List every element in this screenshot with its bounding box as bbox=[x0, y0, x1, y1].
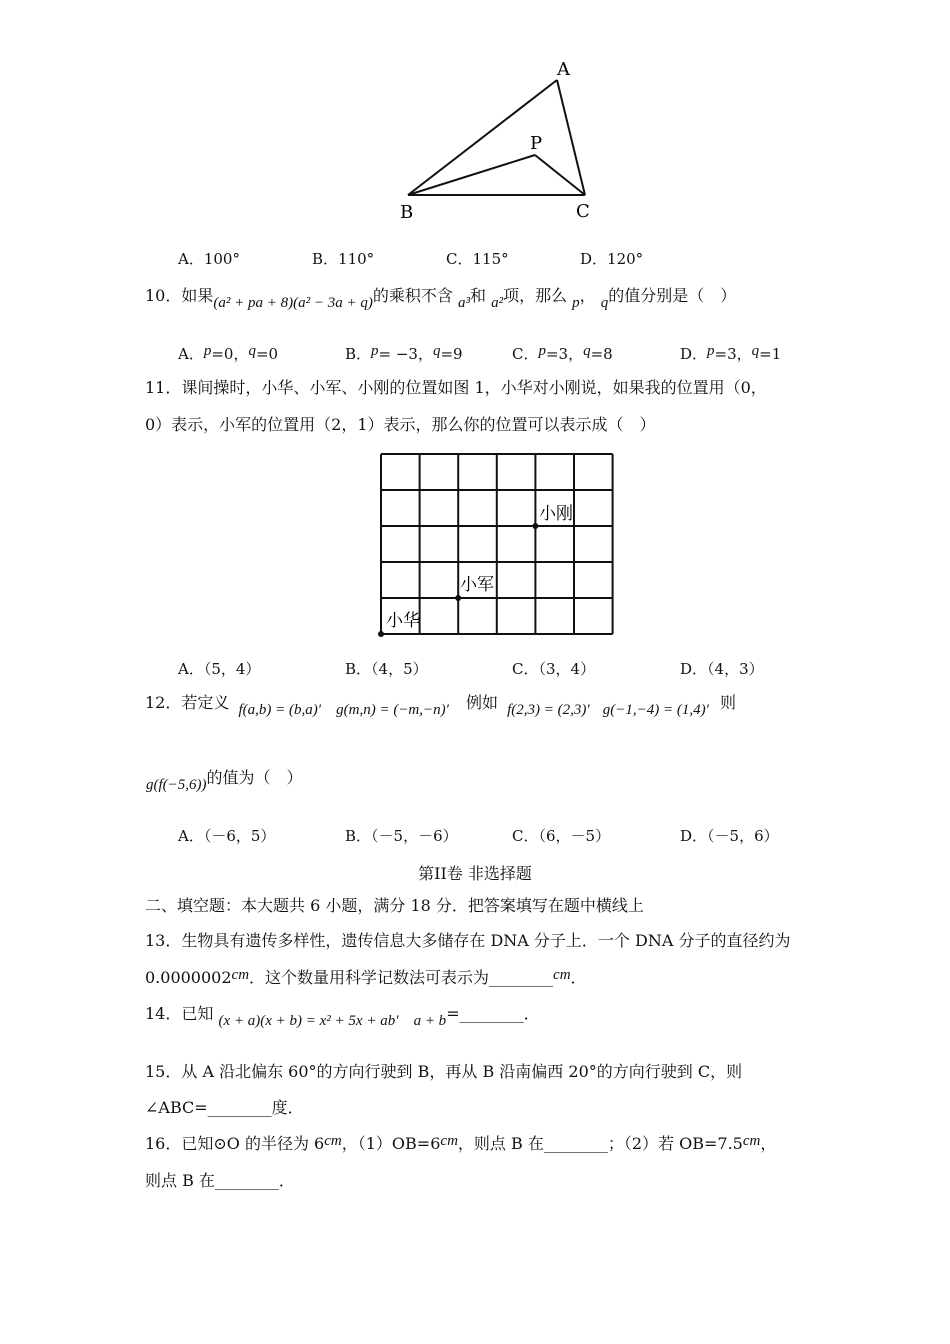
part-2-title: 第II卷 非选择题 bbox=[418, 864, 532, 883]
q11-option-b: B．（4，5） bbox=[345, 660, 428, 678]
grid-point-xiaohua bbox=[378, 631, 384, 637]
position-grid bbox=[376, 449, 614, 641]
q10-he: 和 bbox=[469, 286, 486, 305]
q12-stem bbox=[145, 693, 737, 718]
q10-p: p bbox=[572, 295, 580, 311]
grid-point-xiaojun bbox=[455, 595, 461, 601]
q12-g-example: g(−1,−4) = (1,4)′ bbox=[602, 702, 709, 718]
q14-expression: (x + a)(x + b) = x² + 5x + ab′ bbox=[218, 1013, 399, 1029]
q10-tail: 的值分别是（ ） bbox=[608, 286, 737, 305]
q9-option-d: D．120° bbox=[580, 250, 644, 268]
q12-then: 则 bbox=[720, 693, 737, 712]
q14-stem bbox=[145, 1004, 540, 1029]
q10-number: 10．如果 bbox=[145, 286, 214, 305]
q10-q: q bbox=[600, 295, 609, 311]
q12-number: 12．若定义 bbox=[145, 693, 230, 712]
q9-option-b: B．110° bbox=[312, 250, 375, 268]
label-c: C bbox=[576, 201, 590, 222]
segment-ac bbox=[557, 80, 585, 195]
q14-number: 14．已知 bbox=[145, 1004, 214, 1023]
grid-label-xiaohua: 小华 bbox=[386, 611, 420, 631]
q11-line-1: 11．课间操时，小华、小军、小刚的位置如图 1，小华对小刚说，如果我的位置用（0， bbox=[145, 378, 767, 397]
q9-option-c: C．115° bbox=[446, 250, 509, 268]
q12-g-definition: g(m,n) = (−m,−n)′ bbox=[336, 702, 449, 718]
q9-option-a: A．100° bbox=[178, 250, 240, 268]
q10-option-d: D．p=3，q=1 bbox=[680, 343, 782, 363]
q12-stem-2 bbox=[146, 768, 303, 793]
label-p: P bbox=[530, 133, 543, 154]
q12-option-a: A．（－6，5） bbox=[178, 827, 276, 845]
q10-option-b: B．p= −3，q=9 bbox=[345, 343, 463, 363]
q10-a3: a³ bbox=[457, 295, 470, 311]
q12-expression: g(f(−5,6)) bbox=[146, 777, 207, 793]
q10-option-c: C．p=3，q=8 bbox=[512, 343, 613, 363]
q11-option-a: A．（5，4） bbox=[178, 660, 261, 678]
q12-example-label: 例如 bbox=[466, 693, 499, 712]
q12-option-c: C．（6，－5） bbox=[512, 827, 611, 845]
q11-line-2: 0）表示，小军的位置用（2，1）表示，那么你的位置可以表示成（ ） bbox=[145, 415, 656, 434]
q10-expression: (a² + pa + 8)(a² − 3a + q) bbox=[213, 295, 373, 311]
q10-comma: ， bbox=[579, 286, 596, 305]
q13-line-2: 0.0000002cm．这个数量用科学记数法可表示为________cm． bbox=[145, 967, 587, 987]
q10-text-2: 项，那么 bbox=[503, 286, 568, 305]
grid-label-xiaogang: 小刚 bbox=[539, 504, 573, 524]
triangle-figure bbox=[380, 55, 610, 225]
q13-line-1: 13．生物具有遗传多样性，遗传信息大多储存在 DNA 分子上．一个 DNA 分子的直径约为 bbox=[145, 931, 791, 950]
q10-stem bbox=[145, 286, 737, 311]
label-b: B bbox=[400, 202, 414, 223]
q10-a2: a² bbox=[491, 295, 504, 311]
q12-option-d: D．（－5，6） bbox=[680, 827, 779, 845]
q12-f-example: f(2,3) = (2,3)′ bbox=[507, 702, 590, 718]
label-a: A bbox=[557, 59, 570, 80]
q11-option-c: C．（3，4） bbox=[512, 660, 596, 678]
q16-line-2: 则点 B 在________． bbox=[145, 1171, 295, 1190]
q15-line-1: 15．从 A 沿北偏东 60°的方向行驶到 B，再从 B 沿南偏西 20°的方向行驶到 C，则 bbox=[145, 1062, 743, 1081]
q16-line-1: 16．已知⊙O 的半径为 6cm，（1）OB=6cm，则点 B 在________；（2）若 OB=7.5cm， bbox=[145, 1133, 777, 1153]
q12-option-b: B．（－5，－6） bbox=[345, 827, 458, 845]
q12-f-definition: f(a,b) = (b,a)′ bbox=[238, 702, 322, 718]
q11-option-d: D．（4，3） bbox=[680, 660, 764, 678]
q14-a-plus-b: a + b bbox=[413, 1013, 447, 1029]
q14-blank: =________． bbox=[446, 1004, 540, 1023]
q12-tail: 的值为（ ） bbox=[206, 768, 303, 787]
grid-label-xiaojun: 小军 bbox=[460, 575, 494, 595]
q10-option-a: A．p=0，q=0 bbox=[178, 343, 279, 363]
segment-bp bbox=[408, 155, 535, 195]
q15-line-2: ∠ABC=________度． bbox=[145, 1098, 304, 1117]
grid-point-xiaogang bbox=[532, 523, 538, 529]
part-2-heading: 二、填空题：本大题共 6 小题，满分 18 分．把答案填写在题中横线上 bbox=[145, 896, 644, 915]
q10-text-1: 的乘积不含 bbox=[372, 286, 453, 305]
